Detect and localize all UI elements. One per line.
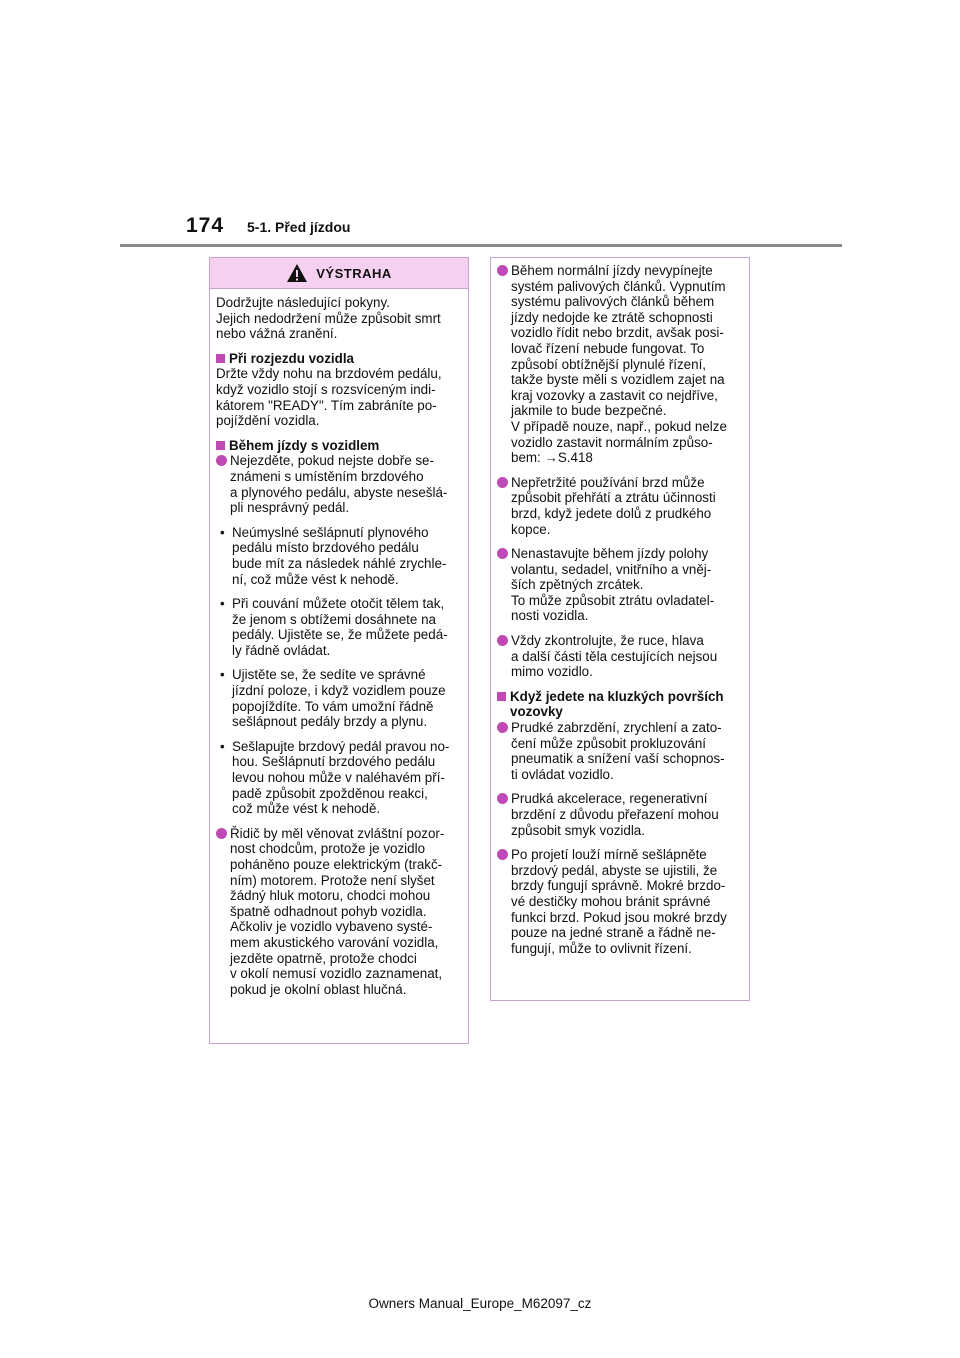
square-bullet-icon	[497, 692, 506, 701]
list-item: Během normální jízdy nevypínejte systém palivových článků. Vypnutím systému palivových článků během jízdy nedojde ke ztrátě schopnosti vozidlo řídit nebo brzdit, avšak posi- lovač řízení nebude fungovat. To způsobí obtížnější plynulé řízení, takže byste měli s vozidlem zajet na kraj vozovky a zastavit co nejdříve, jakmile to bude bezpečné. V případě nouze, např., pokud nelze vozidlo zastavit normálním způso- bem: →S.418	[497, 263, 744, 466]
list-item: Vždy zkontrolujte, že ruce, hlava a další části těla cestujících nejsou mimo vozidlo.	[497, 633, 744, 680]
circle-bullet-icon	[216, 828, 227, 839]
warning-header	[210, 258, 468, 289]
page-number: 174	[186, 214, 225, 237]
square-bullet-icon	[216, 354, 225, 363]
circle-bullet-icon	[497, 477, 508, 488]
header-divider	[120, 244, 842, 247]
dot-bullet-icon: •	[220, 738, 225, 754]
list-item: Nenastavujte během jízdy polohy volantu, sedadel, vnitřního a vněj- ších zpětných zrcátek. To může způsobit ztrátu ovladatel- nosti vozidla.	[497, 546, 744, 624]
warning-box-left	[209, 257, 469, 1044]
circle-bullet-icon	[497, 635, 508, 646]
footer-text: Owners Manual_Europe_M62097_cz	[368, 1296, 592, 1311]
dot-bullet-icon: •	[220, 524, 225, 540]
circle-bullet-icon	[497, 265, 508, 276]
square-bullet-icon	[216, 441, 225, 450]
list-item: Nejezděte, pokud nejste dobře se- známeni s umístěním brzdového a plynového pedálu, abyste nesešlá- pli nesprávný pedál.	[216, 453, 463, 515]
intro-text: Dodržujte následující pokyny. Jejich nedodržení může způsobit smrt nebo vážná zranění.	[216, 295, 441, 342]
warning-box-right	[490, 257, 750, 1001]
list-item: • Neúmyslné sešlápnutí plynového pedálu místo brzdového pedálu bude mít za následek náhlé zrychle- ní, což může vést k nehodě.	[220, 524, 447, 587]
section-start-driving	[216, 351, 463, 429]
section-title: 5-1. Před jízdou	[247, 219, 351, 235]
list-item: Nepřetržité používání brzd může způsobit přehřátí a ztrátu účinnosti brzd, když jedete dolů z prudkého kopce.	[497, 475, 744, 537]
warning-triangle-icon	[286, 263, 308, 283]
warning-title: VÝSTRAHA	[316, 265, 392, 281]
start-driving-text: Držte vždy nohu na brzdovém pedálu, když vozidlo stojí s rozsvíceným indi- kátorem "READY". Tím zabráníte po- pojíždění vozidla.	[216, 366, 442, 429]
list-item: • Sešlapujte brzdový pedál pravou no- hou. Sešlápnutí brzdového pedálu levou nohou může v naléhavém pří- padě způsobit zpožděnou reakci, což může vést k nehodě.	[220, 738, 450, 817]
circle-bullet-icon	[497, 548, 508, 559]
list-item: • Ujistěte se, že sedíte ve správné jízdní poloze, i když vozidlem pouze popojíždíte. To vám umožní řádně sešlápnout pedály brzdy a plynu.	[220, 667, 446, 730]
circle-bullet-icon	[497, 793, 508, 804]
page-reference: bem: →S.418	[511, 450, 593, 466]
heading-while-driving: Během jízdy s vozidlem	[216, 438, 463, 454]
circle-bullet-icon	[497, 849, 508, 860]
list-item: Prudká akcelerace, regenerativní brzdění z důvodu přeřazení mohou způsobit smyk vozidla.	[497, 791, 744, 838]
heading-start-driving: Při rozjezdu vozidla	[216, 351, 463, 367]
list-item: Prudké zabrzdění, zrychlení a zato- čení může způsobit prokluzování pneumatik a snížení vaší schopnos- ti ovládat vozidlo.	[497, 720, 744, 782]
list-item: • Při couvání můžete otočit tělem tak, že jenom s obtížemi dosáhnete na pedály. Ujistěte se, že můžete pedá- ly řádně ovládat.	[220, 596, 448, 658]
list-item: Po projetí louží mírně sešlápněte brzdový pedál, abyste se ujistili, že brzdy fungují správně. Mokré brzdo- vé destičky mohou bránit správné funkci brzd. Pokud jsou mokré brzdy pouze na jedné straně a řádně ne- fungují, může to ovlivnit řízení.	[497, 847, 744, 956]
heading-slippery-roads: Když jedete na kluzkých površích vozovky	[497, 689, 744, 720]
circle-bullet-icon	[497, 722, 508, 733]
dot-bullet-icon: •	[220, 596, 225, 612]
dot-bullet-icon: •	[220, 667, 225, 683]
list-item: Řidič by měl věnovat zvláštní pozor- nost chodcům, protože je vozidlo poháněno pouze elektrickým (trakč- ním) motorem. Protože není slyšet žádný hluk motoru, chodci mohou špatně odhadnout pohyb vozidla. Ačkoliv je vozidlo vybaveno systé- mem akustického varování vozidla, jezděte opatrně, protože chodci v okolí nemusí vozidlo zaznamenat, pokud je okolní oblast hlučná.	[216, 826, 463, 998]
circle-bullet-icon	[216, 455, 227, 466]
